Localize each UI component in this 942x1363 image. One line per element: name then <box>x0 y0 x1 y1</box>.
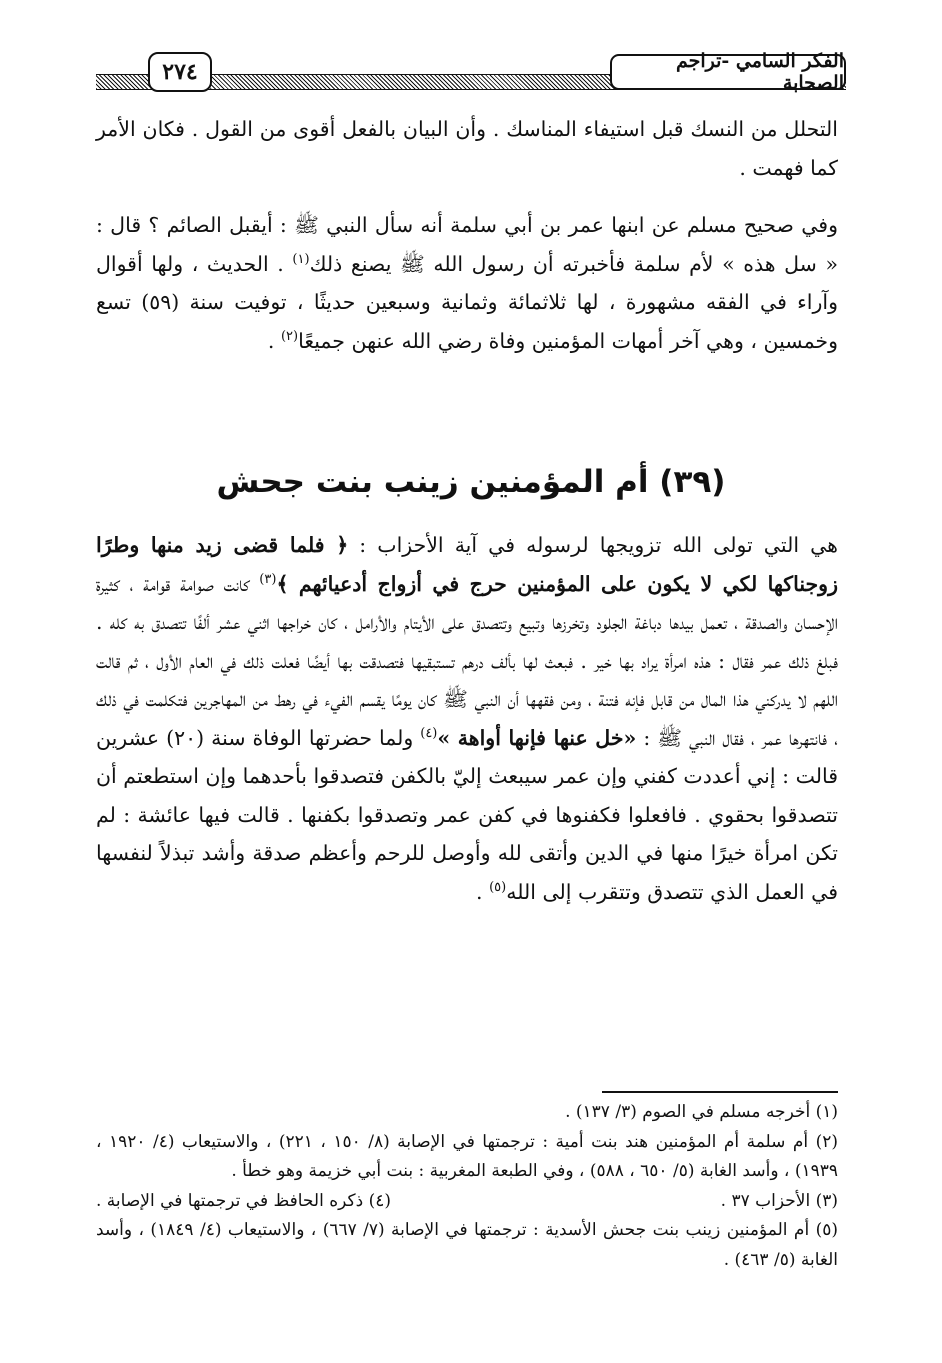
footnote-1: (١) أخرجه مسلم في الصوم (٣/ ١٣٧) . <box>565 1102 838 1122</box>
page-header <box>96 48 846 98</box>
footnote-5: (٥) أم المؤمنين زينب بنت جحش الأسدية : ترجمتها في الإصابة (٧/ ٦٦٧) ، والاستيعاب (٤/ ١٨٤٩) ، وأسد الغابة (٥/ ٤٦٣) . <box>96 1220 838 1270</box>
text-segment: . <box>476 879 490 904</box>
text-segment: وفي صحيح مسلم عن ابنها عمر بن أبي سلمة أنه سأل النبي ﷺ : أيقبل الصائم ؟ قال : « سل هذه » لأم سلمة فأخبرته أن رسول الله ﷺ يصنع ذلك <box>96 213 838 276</box>
hadith-quote: «خل عنها فإنها أواهة » <box>437 725 637 750</box>
footnote-row <box>96 1187 838 1217</box>
quran-verse: ﴿ فلما قضى زيد منها وطرًا زوجناكها لكي لا يكون على المؤمنين حرج في أزواج أدعيائهم ﴾ <box>96 533 838 596</box>
footnote-ref-3: (٣) <box>259 571 277 587</box>
text-segment: . الحديث ، ولها أقوال وآراء في الفقه مشهورة ، لها ثلاثمائة وثمانية وسبعين حديثًا ، توفيت سنة (٥٩) تسع وخمسين ، وهي آخر أمهات المؤمنين وفاة رضي الله عنهن جميعًا <box>96 251 839 353</box>
page-number: ٢٧٤ <box>148 52 212 92</box>
text-segment: كانت صوامة قوامة ، كثيرة الإحسان والصدقة ، تعمل بيدها دباغة الجلود وتخرزها وتبيع وتتصدق على الأيتام والأرامل ، كان خراجها اثني عشر ألفًا تتصدق به كله . فبلغ ذلك عمر فقال : هذه امرأة يراد بها خير . فبعث لها بألف درهم تستبقيها فتصدقت بها أيضًا فعلت ذلك في العام الأول ، ثم قالت اللهم لا يدركني هذا المال من قابل فإنه فتنة ، ومن فقهها أن النبي ﷺ كان يومًا يقسم الفيء في رهط من المهاجرين فتكلمت في ذلك ، فانتهرها عمر ، فقال النبي ﷺ : <box>96 571 839 750</box>
footnote-2: (٢) أم سلمة أم المؤمنين هند بنت أمية : ترجمتها في الإصابة (٨/ ١٥٠ ، ٢٢١) ، والاستيعاب (٤/ ١٩٢٠ ، ١٩٣٩) ، وأسد الغابة (٥/ ٦٥٠ ، ٥٨٨) ، وفي الطبعة المغربية : بنت أبي خزيمة وهو خطأ . <box>96 1131 838 1181</box>
text-segment: هي التي تولى الله تزويجها لرسوله في آية الأحزاب : <box>348 533 838 557</box>
footnote-ref-1: (١) <box>292 251 310 267</box>
paragraph-text <box>96 206 838 360</box>
text-segment: . <box>267 328 281 353</box>
paragraph-continuation <box>96 110 838 187</box>
paragraph-text: التحلل من النسك قبل استيفاء المناسك . وأن البيان بالفعل أقوى من القول . فكان الأمر كما فهمت . <box>96 117 838 180</box>
footnote-ref-4: (٤) <box>420 725 438 741</box>
paragraph-umm-salama <box>96 206 838 360</box>
footnote-4: (٤) ذكره الحافظ في ترجمتها في الإصابة . <box>96 1190 391 1211</box>
section-heading: (٣٩) أم المؤمنين زينب بنت جحش <box>216 464 726 500</box>
footnote-ref-2: (٢) <box>280 328 299 344</box>
paragraph-text <box>96 526 838 911</box>
footnotes <box>96 1098 838 1275</box>
paragraph-zaynab <box>96 526 838 911</box>
footnote-ref-5: (٥) <box>489 879 507 895</box>
text-segment: ولما حضرتها الوفاة سنة (٢٠) عشرين قالت : إني أعددت كفني وإن عمر سيبعث إليّ بالكفن فتصدقوا بأحدهما وإن استطعتم أن تتصدقوا بحقوي . فافعلوا فكفنوها في كفن عمر وتصدقوا بكفنها . قالت فيها عائشة : لم تكن امرأة خيرًا منها في الدين وأتقى لله وأوصل للرحم وأعظم صدقة وأشد تبذلاً لنفسها في العمل الذي تتصدق وتتقرب إلى الله <box>96 725 838 904</box>
book-title: الفكر السامي -تراجم الصحابة <box>610 54 846 90</box>
footnote-3: (٣) الأحزاب ٣٧ . <box>720 1190 838 1211</box>
footnote-divider <box>602 1091 838 1093</box>
